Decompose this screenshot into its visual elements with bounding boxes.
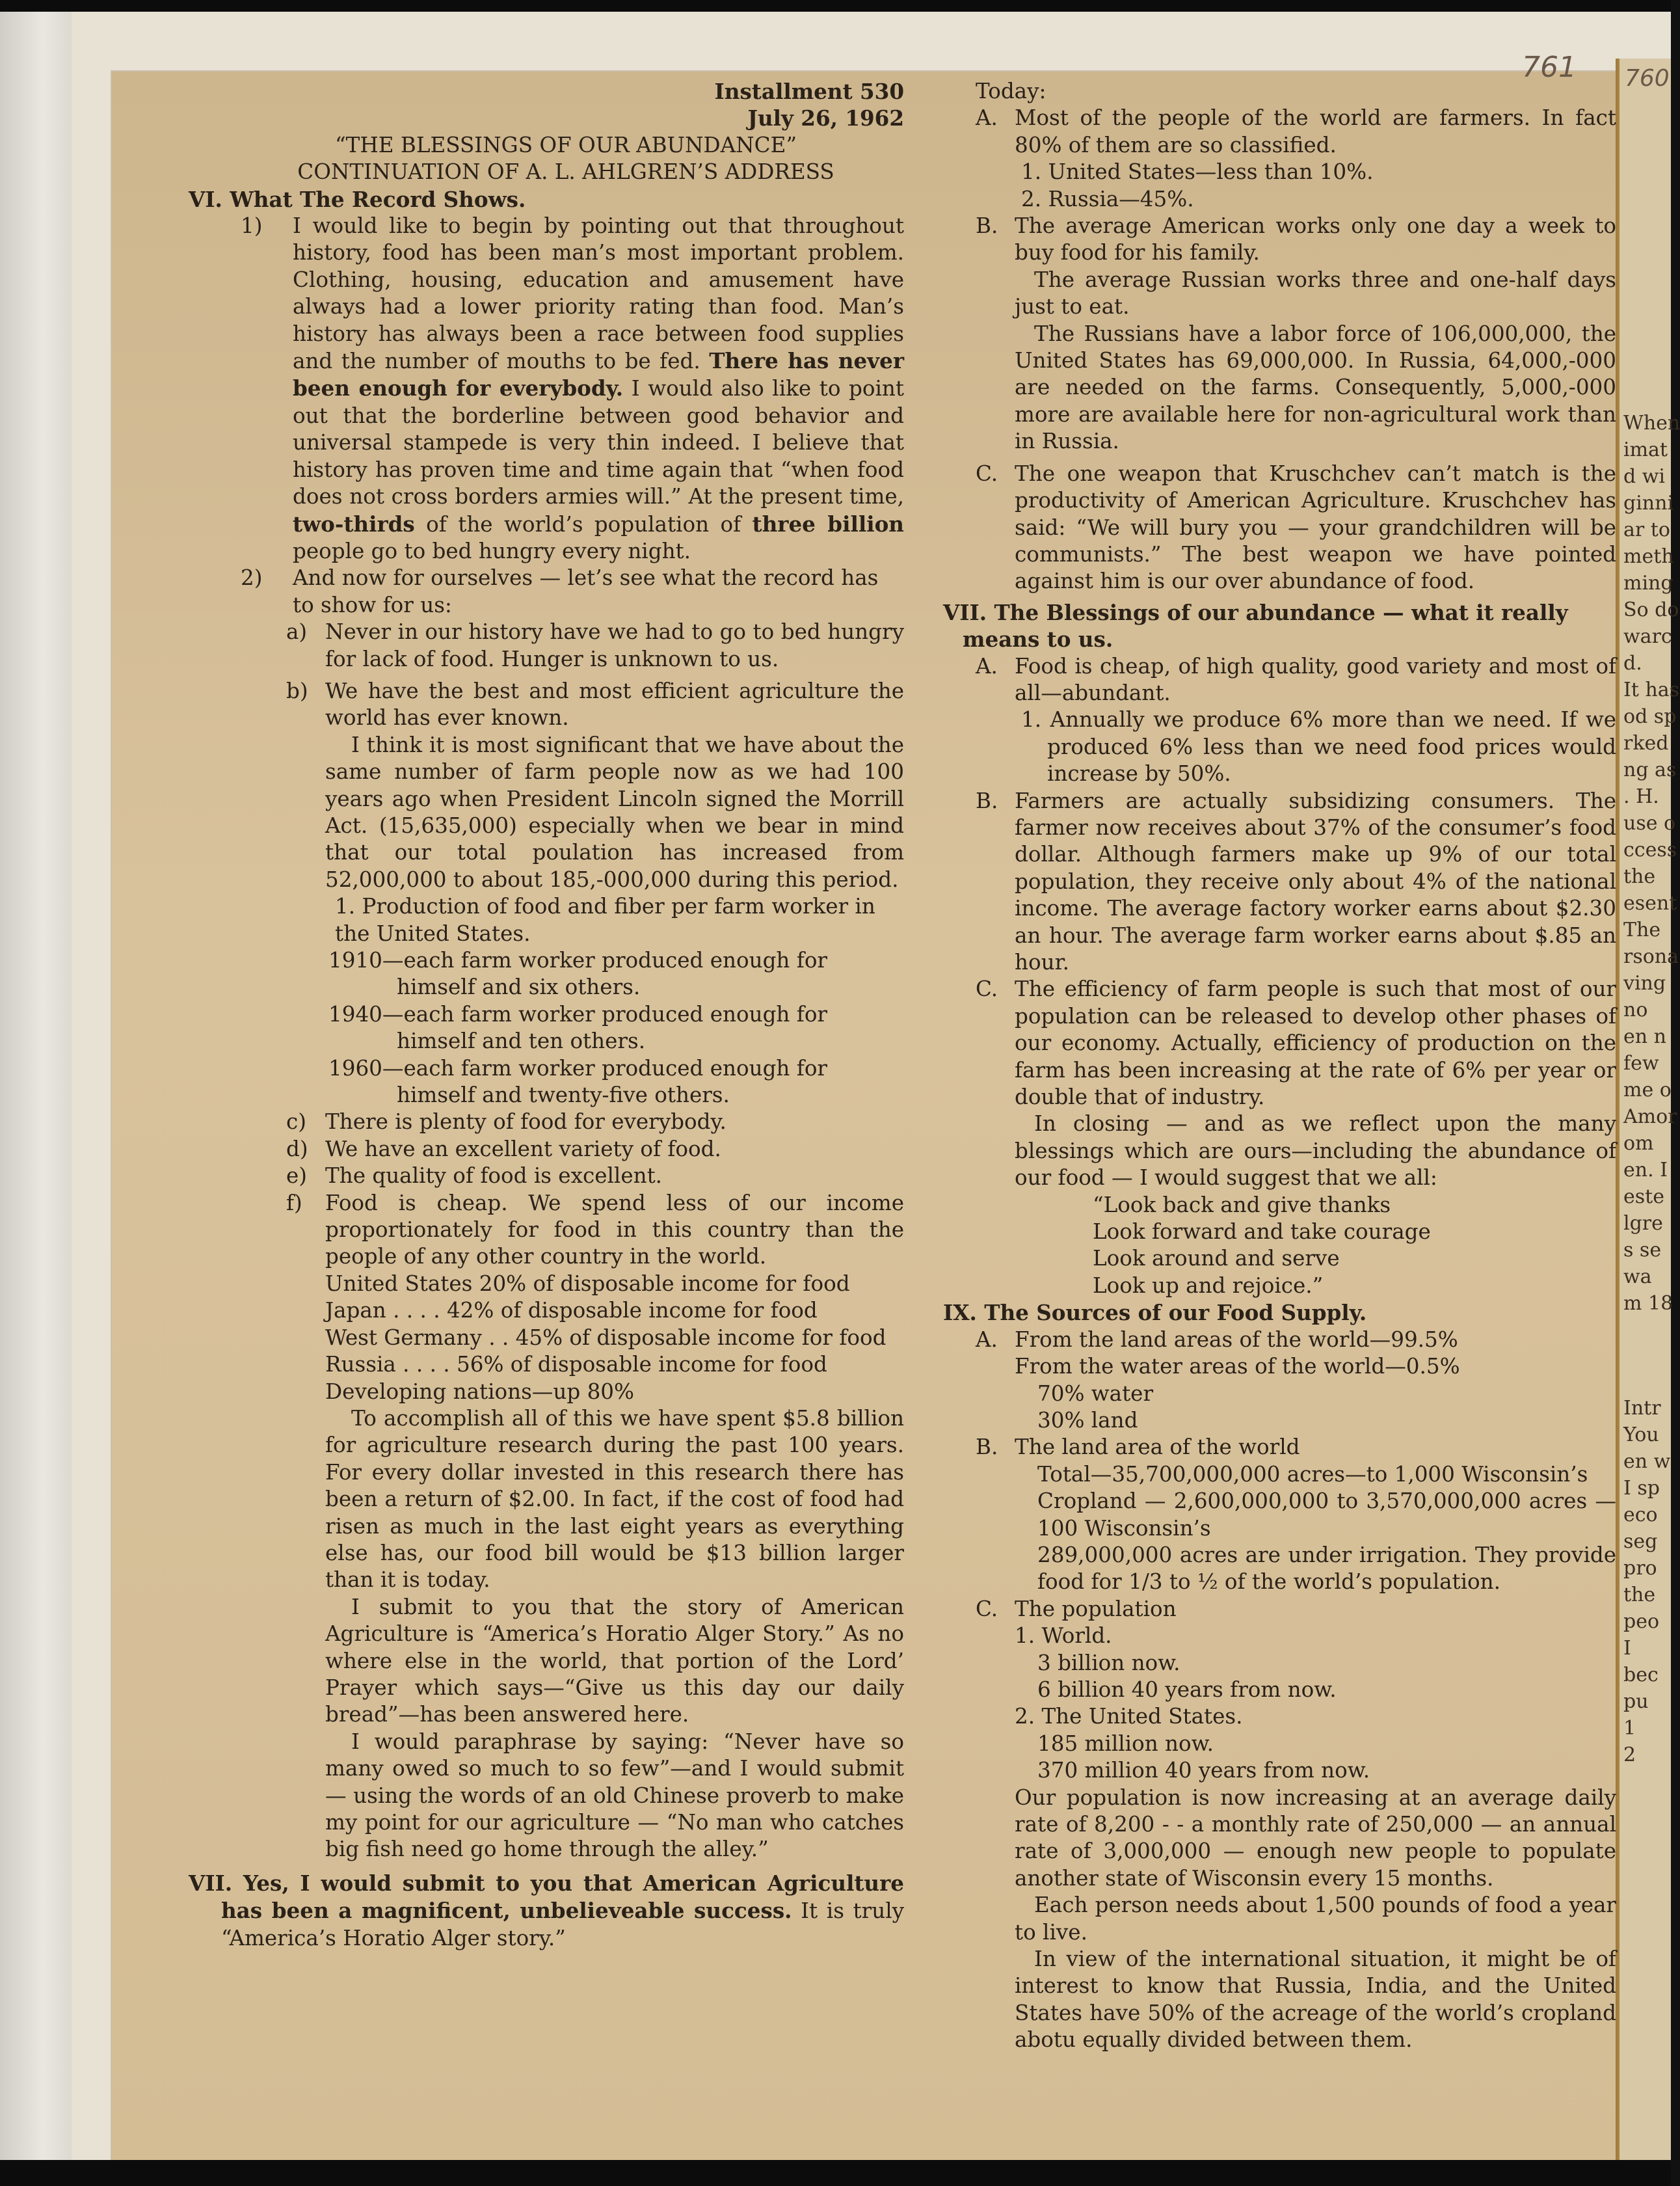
section-vii-tail: It is truly “America’s Horatio Alger story.” bbox=[221, 1898, 905, 1950]
adjacent-page-fragment: So do bbox=[1623, 599, 1679, 621]
adjacent-page-fragment: Intr bbox=[1623, 1397, 1661, 1420]
ix-A-water: 70% water bbox=[1037, 1381, 1154, 1406]
vii-A-1: 1. Annually we produce 6% more than we need. If we produced 6% less than we need food prices would increase by 50%. bbox=[1021, 707, 1616, 787]
scan-bottom-edge bbox=[0, 2160, 1671, 2186]
adjacent-page-fragment: You bbox=[1623, 1424, 1659, 1446]
paraphrase-paragraph: I would paraphrase by saying: “Never have so many owed so much to so few”—and I would submit — using the words of an old Chinese proverb to make my point for our agriculture — “No man who catches big fish need go home through the alley.” bbox=[325, 1729, 904, 1862]
vii-B-text: Farmers are actually subsidizing consumers. The farmer now receives about 37% of the consumer’s food dollar. Although farmers make up 9% of our total population, they receive only about 4% of the national income. The average factory worker earns about $2.30 an hour. The average farm worker earns about $.85 an hour. bbox=[1015, 788, 1616, 975]
adjacent-page-fragment: no bbox=[1623, 999, 1648, 1021]
point-1 bbox=[202, 213, 904, 565]
vii-C-marker: C. bbox=[976, 977, 998, 1002]
ix-B-marker: B. bbox=[976, 1435, 998, 1460]
point-2-marker: 2) bbox=[241, 565, 263, 591]
p1-text2: I would also like to point out that the borderline between good behavior and universal stampede is very thin indeed. I believe that history has proven time and time again that “when food does not cross borders armies will.” At the present time, bbox=[293, 376, 904, 509]
adjacent-page-fragment: use o bbox=[1623, 812, 1676, 835]
adjacent-page-fragment: peo bbox=[1623, 1610, 1660, 1633]
adjacent-page-fragment: I sp bbox=[1623, 1477, 1660, 1500]
vii-A-marker: A. bbox=[976, 653, 998, 679]
installment-label: Installment 530 bbox=[714, 79, 904, 104]
ix-C-marker: C. bbox=[976, 1596, 998, 1621]
vii-A-text: Food is cheap, of high quality, good variety and most of all—abundant. bbox=[1015, 653, 1616, 705]
closing-paragraph: In closing — and as we reflect upon the many blessings which are ours—including the abundance of our food — I would suggest that we all: bbox=[1015, 1111, 1616, 1191]
adjacent-page-fragment: When bbox=[1623, 412, 1680, 435]
adjacent-page-fragment: eco bbox=[1623, 1504, 1658, 1526]
ix-A-land: 30% land bbox=[1037, 1407, 1138, 1433]
adjacent-page-fragment: ming bbox=[1623, 572, 1673, 595]
adjacent-page-fragment: wa bbox=[1623, 1265, 1652, 1288]
today-A bbox=[943, 105, 1616, 159]
ix-C-world-now: 3 billion now. bbox=[1037, 1650, 1180, 1675]
today-A-1: 1. United States—less than 10%. bbox=[1021, 159, 1374, 185]
adjacent-page-fragment: bec bbox=[1623, 1664, 1659, 1686]
adjacent-page-fragment: ving bbox=[1623, 972, 1666, 995]
adjacent-page-fragment: d. bbox=[1623, 652, 1642, 675]
research-paragraph: To accomplish all of this we have spent $5.8 billion for agriculture research during the past 100 years. For every dollar invested in this research there has been a return of $2.00. In fact, if the cost of food had risen as much in the last eight years as everything else has, our food bill would be $13 billion larger than it is today. bbox=[325, 1405, 904, 1593]
point-1-text bbox=[286, 213, 904, 565]
adjacent-page-strip bbox=[1620, 59, 1680, 2160]
adjacent-page-fragment: lgre bbox=[1623, 1212, 1663, 1235]
today-A-text: Most of the people of the world are farmers. In fact 80% of them are so classified. bbox=[1015, 105, 1616, 157]
spend-united-states: United States 20% of disposable income for food bbox=[325, 1271, 850, 1296]
adjacent-page-fragment: The bbox=[1623, 919, 1661, 941]
adjacent-page-fragment: warc bbox=[1623, 625, 1672, 648]
adjacent-page-fragment: meth bbox=[1623, 545, 1674, 568]
adjacent-page-fragment: I bbox=[1623, 1637, 1631, 1660]
vii-B bbox=[943, 788, 1616, 977]
ix-C-us-now: 185 million now. bbox=[1037, 1731, 1214, 1756]
item-c-marker: c) bbox=[286, 1109, 306, 1135]
article-date: July 26, 1962 bbox=[747, 105, 904, 131]
item-f-marker: f) bbox=[286, 1190, 302, 1215]
item-e bbox=[202, 1163, 904, 1189]
today-B-text: The average American works only one day a week to buy food for his family. bbox=[1015, 213, 1616, 265]
year-1910: 1910—each farm worker produced enough for himself and six others. bbox=[328, 948, 828, 1000]
ix-B-cropland: Cropland — 2,600,000,000 to 3,570,000,000 acres — 100 Wisconsin’s bbox=[1037, 1489, 1616, 1541]
left-column bbox=[189, 78, 905, 1952]
adjacent-page-fragments bbox=[1620, 59, 1680, 1768]
adjacent-page-fragment: rked bbox=[1623, 732, 1669, 755]
ix-A bbox=[943, 1327, 1616, 1353]
ix-B-irrigation: 289,000,000 acres are under irrigation. They provide food for 1/3 to ½ of the world’s population. bbox=[1037, 1542, 1616, 1595]
item-a-text: Never in our history have we had to go to bed hungry for lack of food. Hunger is unknown to us. bbox=[325, 619, 904, 671]
adjacent-page-fragment: ginni bbox=[1623, 492, 1674, 515]
ix-C-us-future: 370 million 40 years from now. bbox=[1037, 1758, 1370, 1783]
section-vii-bold: VII. Yes, I would submit to you that American Agriculture has been a magnificent, unbelieveable success. bbox=[189, 1870, 904, 1924]
year-1940: 1940—each farm worker produced enough for himself and ten others. bbox=[328, 1001, 828, 1054]
adjacent-page-fragment: pu bbox=[1623, 1690, 1649, 1713]
point-1-marker: 1) bbox=[241, 213, 263, 239]
adjacent-page-fragment: few bbox=[1623, 1052, 1659, 1075]
section-vii-conclusion bbox=[189, 1870, 904, 1952]
ix-C-world-future: 6 billion 40 years from now. bbox=[1037, 1677, 1337, 1702]
item-d bbox=[202, 1136, 904, 1163]
scan-top-edge bbox=[0, 0, 1671, 12]
adjacent-page-fragment: rsona bbox=[1623, 945, 1679, 968]
item-d-marker: d) bbox=[286, 1136, 308, 1161]
population-growth-paragraph: Our population is now increasing at an average daily rate of 8,200 - - a monthly rate of 250,000 — an annual rate of 3,000,000 — enough new people to populate another state of Wisconsin every 15 months. bbox=[1015, 1785, 1616, 1891]
p1-bold3: three billion bbox=[752, 511, 904, 537]
adjacent-page-fragment: me o bbox=[1623, 1079, 1672, 1101]
ix-A-water-areas: From the water areas of the world—0.5% bbox=[1015, 1354, 1460, 1379]
adjacent-page-fragment: ar to bbox=[1623, 519, 1670, 541]
item-b-paragraph: I think it is most significant that we have about the same number of farm people now as we had 100 years ago when President Lincoln signed the Morrill Act. (15,635,000) especially when we bear in mind that our total poulation has increased from 52,000,000 to about 185,-000,000 during this period. bbox=[325, 732, 904, 892]
ix-B bbox=[943, 1434, 1616, 1461]
ix-C-us: 2. The United States. bbox=[1015, 1704, 1243, 1729]
adjacent-page-fragment: este bbox=[1623, 1185, 1664, 1208]
today-C bbox=[943, 461, 1616, 595]
quote-line-2: Look forward and take courage bbox=[1093, 1219, 1431, 1245]
today-B-marker: B. bbox=[976, 213, 998, 239]
section-vi-heading: VI. What The Record Shows. bbox=[189, 186, 526, 212]
item-c bbox=[202, 1109, 904, 1135]
p1-bold: There has never been enough for everybody. bbox=[293, 348, 904, 401]
p1-text3: of the world’s population of bbox=[426, 511, 741, 537]
item-f-text: Food is cheap. We spend less of our income proportionately for food in this country than the people of any other country in the world. bbox=[325, 1190, 904, 1269]
spend-west-germany: West Germany . . 45% of disposable income for food bbox=[325, 1325, 887, 1350]
item-e-marker: e) bbox=[286, 1163, 307, 1189]
food-need-paragraph: Each person needs about 1,500 pounds of food a year to live. bbox=[1015, 1893, 1616, 1945]
ix-B-text: The land area of the world bbox=[1015, 1435, 1300, 1460]
adjacent-page-fragment: en n bbox=[1623, 1025, 1666, 1048]
point-2-text: And now for ourselves — let’s see what the record has to show for us: bbox=[293, 565, 879, 617]
today-B-russian-days: The average Russian works three and one-half days just to eat. bbox=[1015, 267, 1616, 319]
point-2 bbox=[202, 565, 904, 619]
adjacent-page-fragment: seg bbox=[1623, 1530, 1658, 1553]
adjacent-page-fragment: m 18 bbox=[1623, 1292, 1673, 1315]
ix-A-text: From the land areas of the world—99.5% bbox=[1015, 1327, 1458, 1352]
section-vii-heading: VII. The Blessings of our abundance — what it really means to us. bbox=[943, 599, 1568, 653]
page-number: 761 bbox=[1522, 51, 1577, 84]
adjacent-page-fragment: 2 bbox=[1623, 1744, 1636, 1766]
adjacent-page-fragment: the bbox=[1623, 865, 1656, 888]
adjacent-page-fragment: 1 bbox=[1623, 1717, 1636, 1740]
today-C-marker: C. bbox=[976, 461, 998, 486]
ix-B-total: Total—35,700,000,000 acres—to 1,000 Wisconsin’s bbox=[1037, 1461, 1588, 1487]
p1-text4: people go to bed hungry every night. bbox=[293, 538, 691, 563]
ix-C-text: The population bbox=[1015, 1596, 1177, 1621]
today-B bbox=[943, 213, 1616, 267]
adjacent-page-fragment: imat bbox=[1623, 439, 1668, 461]
p1-bold2: two-thirds bbox=[293, 511, 415, 537]
adjacent-page-fragment: esent bbox=[1623, 892, 1677, 915]
item-b-marker: b) bbox=[286, 678, 308, 703]
spend-russia: Russia . . . . 56% of disposable income for food bbox=[325, 1352, 827, 1377]
adjacent-page-fragment: Amor bbox=[1623, 1105, 1677, 1128]
today-A-marker: A. bbox=[976, 105, 998, 131]
ix-C-world: 1. World. bbox=[1015, 1623, 1112, 1649]
item-a bbox=[202, 619, 904, 673]
adjacent-page-fragment: It has bbox=[1623, 679, 1680, 701]
quote-line-1: “Look back and give thanks bbox=[1093, 1192, 1391, 1217]
adjacent-page-fragment: . H. bbox=[1623, 785, 1659, 808]
today-label: Today: bbox=[976, 79, 1047, 103]
section-ix-heading: IX. The Sources of our Food Supply. bbox=[943, 1300, 1367, 1326]
adjacent-page-fragment: d wi bbox=[1623, 465, 1666, 488]
year-1960: 1960—each farm worker produced enough for himself and twenty-five others. bbox=[328, 1055, 828, 1108]
today-C-text: The one weapon that Kruschchev can’t match is the productivity of American Agriculture. Kruschchev has said: “We will bury you — your grandchildren will be communists.” The best weapon we have pointed against him is our over abundance of food. bbox=[1015, 461, 1616, 594]
quote-line-4: Look up and rejoice.” bbox=[1093, 1273, 1324, 1298]
adjacent-page-fragment: en w bbox=[1623, 1450, 1671, 1473]
spend-developing-nations: Developing nations—up 80% bbox=[325, 1379, 634, 1404]
today-B-labor-force: The Russians have a labor force of 106,000,000, the United States has 69,000,000. In Russia, 64,000,-000 are needed on the farms. Consequently, 5,000,-000 more are available here for non-agricultural work than in Russia. bbox=[1015, 321, 1616, 454]
adjacent-page-number: 760 bbox=[1625, 65, 1670, 92]
vii-B-marker: B. bbox=[976, 788, 998, 813]
item-b bbox=[202, 678, 904, 732]
vii-C bbox=[943, 976, 1616, 1111]
vii-C-text: The efficiency of farm people is such that most of our population can be released to develop other phases of our economy. Actually, efficiency of production on the farm has been increasing at the rate of 6% per year or double that of industry. bbox=[1015, 977, 1616, 1110]
item-c-text: There is plenty of food for everybody. bbox=[325, 1109, 727, 1135]
horatio-alger-paragraph: I submit to you that the story of American Agriculture is “America’s Horatio Alger Story.” As no where else in the world, that portion of the Lord’ Prayer which says—“Give us this day our daily bread”—has been answered here. bbox=[325, 1594, 904, 1727]
item-e-text: The quality of food is excellent. bbox=[325, 1163, 663, 1189]
ix-C bbox=[943, 1596, 1616, 1623]
spend-japan: Japan . . . . 42% of disposable income for food bbox=[325, 1298, 818, 1323]
item-f bbox=[202, 1190, 904, 1271]
adjacent-page-fragment: ng as bbox=[1623, 759, 1677, 781]
quote-line-3: Look around and serve bbox=[1093, 1246, 1340, 1271]
article-subtitle: CONTINUATION OF A. L. AHLGREN’S ADDRESS bbox=[297, 159, 834, 185]
right-column bbox=[943, 78, 1616, 2054]
vii-A bbox=[943, 653, 1616, 707]
item-a-marker: a) bbox=[286, 619, 308, 645]
item-b-subpoint-1: 1. Production of food and fiber per farm worker in the United States. bbox=[335, 894, 875, 946]
p1-text: I would like to begin by pointing out that throughout history, food has been man’s most important problem. Clothing, housing, education and amusement have always had a lower priority rating than food. Man’s history has always been a race between food supplies and the number of mouths to be fed. bbox=[293, 213, 904, 374]
adjacent-page-fragment: the bbox=[1623, 1584, 1656, 1606]
adjacent-page-fragment: om bbox=[1623, 1132, 1654, 1155]
adjacent-page-fragment: en. I bbox=[1623, 1159, 1668, 1181]
binder-margin bbox=[0, 12, 72, 2160]
item-b-text: We have the best and most efficient agriculture the world has ever known. bbox=[325, 678, 904, 731]
adjacent-page-fragment: s se bbox=[1623, 1239, 1662, 1262]
article-title: “THE BLESSINGS OF OUR ABUNDANCE” bbox=[334, 132, 797, 157]
item-d-text: We have an excellent variety of food. bbox=[325, 1136, 721, 1161]
today-A-2: 2. Russia—45%. bbox=[1021, 186, 1194, 211]
adjacent-page-fragment: ccess bbox=[1623, 839, 1677, 861]
ix-A-marker: A. bbox=[976, 1327, 998, 1352]
adjacent-page-fragment: od sp bbox=[1623, 705, 1677, 728]
adjacent-page-fragment: pro bbox=[1623, 1557, 1657, 1580]
international-paragraph: In view of the international situation, it might be of interest to know that Russia, India, and the United States have 50% of the acreage of the world’s cropland abotu equally divided between them. bbox=[1015, 1947, 1616, 2053]
